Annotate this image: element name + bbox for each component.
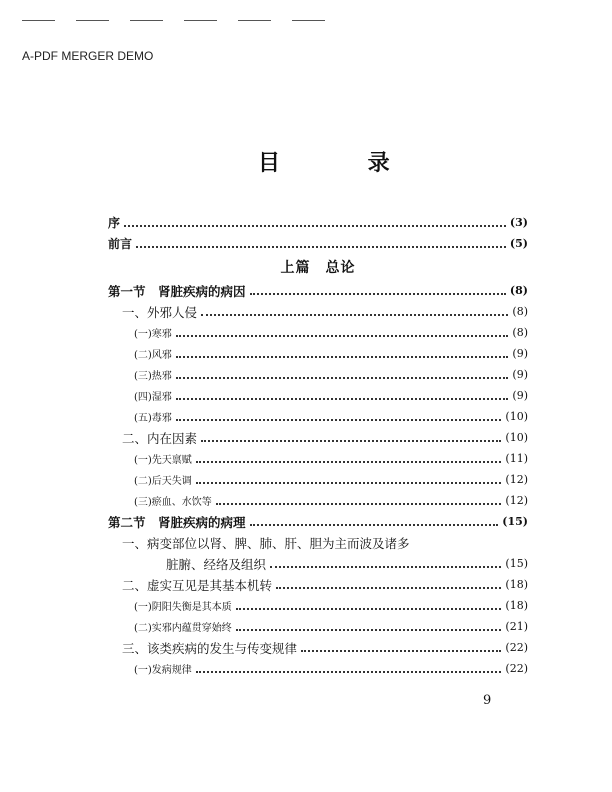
toc-label: 第一节 肾脏疾病的病因 <box>108 283 246 299</box>
dot-leader <box>196 671 502 673</box>
toc-label: (二)后天失调 <box>134 476 192 487</box>
toc-entry <box>108 385 528 406</box>
toc-label: 脏腑、经络及组织 <box>166 556 267 572</box>
toc-entry <box>108 616 528 637</box>
header-dash <box>76 20 109 21</box>
dot-leader <box>276 587 501 589</box>
dot-leader <box>216 503 502 505</box>
toc-page-number: (5) <box>509 237 528 250</box>
toc-label: (四)湿邪 <box>134 392 172 403</box>
dot-leader <box>176 335 509 337</box>
toc-label: (一)阴阳失衡是其本质 <box>134 602 232 613</box>
dot-leader <box>176 419 502 421</box>
toc-entry <box>108 233 528 254</box>
dot-leader <box>136 246 506 248</box>
toc-label: (三)热邪 <box>134 371 172 382</box>
toc-page-number: (9) <box>512 368 528 381</box>
toc-entry <box>108 212 528 233</box>
dot-leader <box>176 398 509 400</box>
dot-leader <box>301 650 501 652</box>
toc-entry <box>108 658 528 679</box>
toc-entry <box>108 322 528 343</box>
toc-entry <box>108 553 528 574</box>
toc-label: (五)毒邪 <box>134 413 172 424</box>
toc-entry <box>108 448 528 469</box>
toc-label: (三)瘀血、水饮等 <box>134 497 212 508</box>
toc-page-number: (8) <box>512 305 528 318</box>
toc-page-number: (15) <box>502 515 528 528</box>
header-dash <box>292 20 325 21</box>
toc-page-number: (10) <box>505 410 528 423</box>
dot-leader <box>236 629 502 631</box>
toc-label: 第二节 肾脏疾病的病理 <box>108 514 246 530</box>
dot-leader <box>250 293 506 295</box>
toc-entry <box>108 343 528 364</box>
toc-page-number: (12) <box>505 494 528 507</box>
toc-entry <box>108 511 528 532</box>
toc-page-number: (18) <box>505 578 528 591</box>
dot-leader <box>124 225 506 227</box>
dot-leader <box>201 440 501 442</box>
watermark: A-PDF MERGER DEMO <box>22 49 154 63</box>
toc-page-number: (12) <box>505 473 528 486</box>
toc-label: 一、病变部位以肾、脾、肺、肝、胆为主而波及诸多 <box>122 535 410 551</box>
toc-page-number: (8) <box>509 284 528 297</box>
toc-page-number: (21) <box>505 620 528 633</box>
toc-label: 序 <box>108 216 121 230</box>
toc-label: 二、内在因素 <box>122 430 198 446</box>
toc-page-number: (9) <box>512 389 528 402</box>
header-dash <box>22 20 55 21</box>
dot-leader <box>196 461 502 463</box>
toc-label: (一)发病规律 <box>134 665 192 676</box>
toc-page-number: (3) <box>509 216 528 229</box>
toc-label: (一)先天禀赋 <box>134 455 192 466</box>
toc-label: 一、外邪人侵 <box>122 304 198 320</box>
header-dash <box>184 20 217 21</box>
toc-page-number: (8) <box>512 326 528 339</box>
toc-page-number: (22) <box>505 662 528 675</box>
toc-entry <box>108 280 528 301</box>
header-rule <box>22 20 325 21</box>
toc-label: 三、该类疾病的发生与传变规律 <box>122 640 298 656</box>
toc-page-number: (11) <box>505 452 528 465</box>
toc-entry <box>108 595 528 616</box>
toc-entry <box>108 406 528 427</box>
toc-page-number: (22) <box>505 641 528 654</box>
toc-label: (二)风邪 <box>134 350 172 361</box>
part-heading: 上篇 总论 <box>280 260 356 276</box>
dot-leader <box>176 356 509 358</box>
toc-page-number: (18) <box>505 599 528 612</box>
toc-page-number: (10) <box>505 431 528 444</box>
toc-page-number: (15) <box>505 557 528 570</box>
toc-entry <box>108 469 528 490</box>
toc-entry <box>108 490 528 511</box>
page-title: 目 录 <box>258 150 430 176</box>
toc-label: 前言 <box>108 237 133 251</box>
toc-entry <box>108 427 528 448</box>
toc-entry <box>108 637 528 658</box>
dot-leader <box>196 482 502 484</box>
dot-leader <box>176 377 509 379</box>
toc-label: 二、虚实互见是其基本机转 <box>122 577 273 593</box>
dot-leader <box>250 524 499 526</box>
toc-entry <box>108 532 528 553</box>
toc-entry <box>108 364 528 385</box>
toc-entry <box>108 574 528 595</box>
header-dash <box>238 20 271 21</box>
dot-leader <box>201 314 508 316</box>
page-number: 9 <box>483 693 492 708</box>
toc-page-number: (9) <box>512 347 528 360</box>
toc-entry <box>108 301 528 322</box>
table-of-contents <box>108 212 528 679</box>
header-dash <box>130 20 163 21</box>
dot-leader <box>236 608 502 610</box>
dot-leader <box>270 566 501 568</box>
toc-label: (一)寒邪 <box>134 329 172 340</box>
toc-label: (二)实邪内蕴贯穿始终 <box>134 623 232 634</box>
